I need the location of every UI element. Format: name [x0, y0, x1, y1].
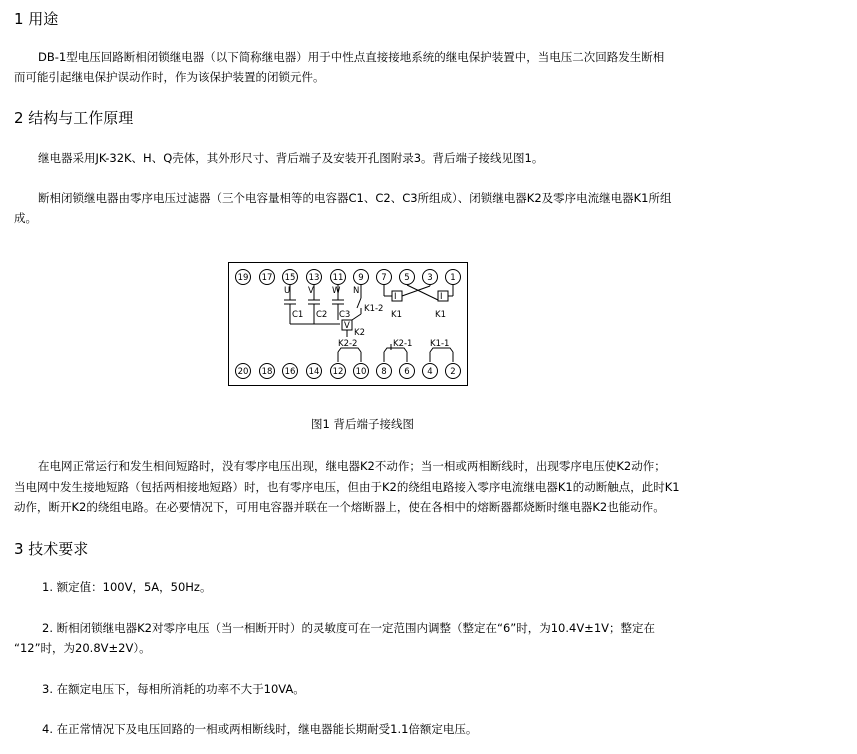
label-u: U: [284, 286, 291, 296]
svg-text:16: 16: [284, 367, 296, 377]
label-k2-v: V: [344, 321, 350, 331]
section2-paragraph1: 继电器采用JK-32K、H、Q壳体，其外形尺寸、背后端子及安装开孔图附录3。背后端子接线见图1。: [38, 151, 544, 165]
terminal-16: [283, 364, 298, 379]
svg-text:2: 2: [450, 367, 456, 377]
label-k2: K2: [354, 328, 365, 338]
label-k1-left: K1: [391, 310, 402, 320]
terminal-5: [400, 270, 415, 285]
terminal-7: [377, 270, 392, 285]
requirement-item-2-line1: 2. 断相闭锁继电器K2对零序电压（当一相断开时）的灵敏度可在一定范围内调整（整定在“6”时，为10.4V±1V；整定在: [42, 621, 656, 635]
label-v: V: [308, 286, 314, 296]
requirement-item-2-line2: “12”时，为20.8V±2V）。: [14, 641, 151, 655]
terminal-11: [331, 270, 346, 285]
label-k1-1: K1-1: [430, 339, 450, 349]
requirement-item-3: 3. 在额定电压下，每相所消耗的功率不大于10VA。: [42, 682, 305, 696]
label-c1: C1: [292, 310, 304, 320]
requirement-item-4: 4. 在正常情况下及电压回路的一相或两相断线时，继电器能长期耐受1.1倍额定电压。: [42, 722, 478, 736]
section3-heading: 3 技术要求: [14, 540, 89, 558]
svg-text:9: 9: [358, 273, 364, 283]
label-c3: C3: [339, 310, 351, 320]
svg-text:12: 12: [332, 367, 344, 377]
terminal-12: [331, 364, 346, 379]
svg-text:7: 7: [381, 273, 387, 283]
figure-caption: 图1 背后端子接线图: [311, 417, 414, 431]
principle-line2: 当电网中发生接地短路（包括两相接地短路）时，也有零序电压，但由于K2的绕组电路接入零序电流继电器K1的动断触点，此时K1: [14, 480, 680, 494]
terminal-17: [260, 270, 275, 285]
terminal-20: [236, 364, 251, 379]
svg-text:8: 8: [381, 367, 387, 377]
svg-text:6: 6: [404, 367, 410, 377]
label-k2-2: K2-2: [338, 339, 358, 349]
terminal-8: [377, 364, 392, 379]
terminal-6: [400, 364, 415, 379]
label-c2: C2: [316, 310, 328, 320]
terminal-9: [354, 270, 369, 285]
terminal-2: [446, 364, 461, 379]
svg-text:19: 19: [237, 273, 249, 283]
section2-paragraph2-line1: 断相闭锁继电器由零序电压过滤器（三个电容量相等的电容器C1、C2、C3所组成）、闭锁继电器K2及零序电流继电器K1所组: [38, 191, 672, 205]
svg-text:13: 13: [308, 273, 320, 283]
svg-text:18: 18: [261, 367, 273, 377]
label-k1-2: K1-2: [364, 304, 384, 314]
label-k1-right: K1: [435, 310, 446, 320]
label-n: N: [353, 286, 360, 296]
section2-paragraph2-line2: 成。: [14, 211, 37, 225]
svg-text:1: 1: [450, 273, 456, 283]
section2-heading: 2 结构与工作原理: [14, 109, 134, 127]
svg-text:11: 11: [332, 273, 344, 283]
terminal-19: [236, 270, 251, 285]
principle-line3: 动作，断开K2的绕组电路。在必要情况下，可用电容器并联在一个熔断器上，使在各相中的熔断器都烧断时继电器K2也能动作。: [14, 500, 665, 514]
svg-text:5: 5: [404, 273, 410, 283]
section1-paragraph-line2: 而可能引起继电保护误动作时，作为该保护装置的闭锁元件。: [14, 70, 325, 84]
terminal-15: [283, 270, 298, 285]
section1-paragraph-line1: DB-1型电压回路断相闭锁继电器（以下简称继电器）用于中性点直接接地系统的继电保护装置中，当电压二次回路发生断相: [38, 50, 665, 64]
svg-text:4: 4: [427, 367, 433, 377]
svg-text:20: 20: [237, 367, 249, 377]
terminal-13: [307, 270, 322, 285]
svg-text:17: 17: [261, 273, 273, 283]
principle-line1: 在电网正常运行和发生相间短路时，没有零序电压出现，继电器K2不动作；当一相或两相断线时，出现零序电压使K2动作；: [38, 459, 666, 473]
terminal-1: [446, 270, 461, 285]
label-k2-1: K2-1: [393, 339, 413, 349]
terminal-3: [423, 270, 438, 285]
label-i-left: I: [394, 292, 397, 302]
label-i-right: I: [440, 292, 443, 302]
requirement-item-1: 1. 额定值：100V，5A，50Hz。: [42, 580, 212, 594]
svg-text:10: 10: [355, 367, 367, 377]
svg-text:3: 3: [427, 273, 433, 283]
section1-heading: 1 用途: [14, 10, 59, 28]
terminal-18: [260, 364, 275, 379]
terminal-10: [354, 364, 369, 379]
terminal-wiring-diagram: [228, 262, 468, 386]
terminal-4: [423, 364, 438, 379]
label-w: W: [332, 286, 341, 296]
terminal-14: [307, 364, 322, 379]
svg-text:15: 15: [284, 273, 296, 283]
svg-text:14: 14: [308, 367, 320, 377]
